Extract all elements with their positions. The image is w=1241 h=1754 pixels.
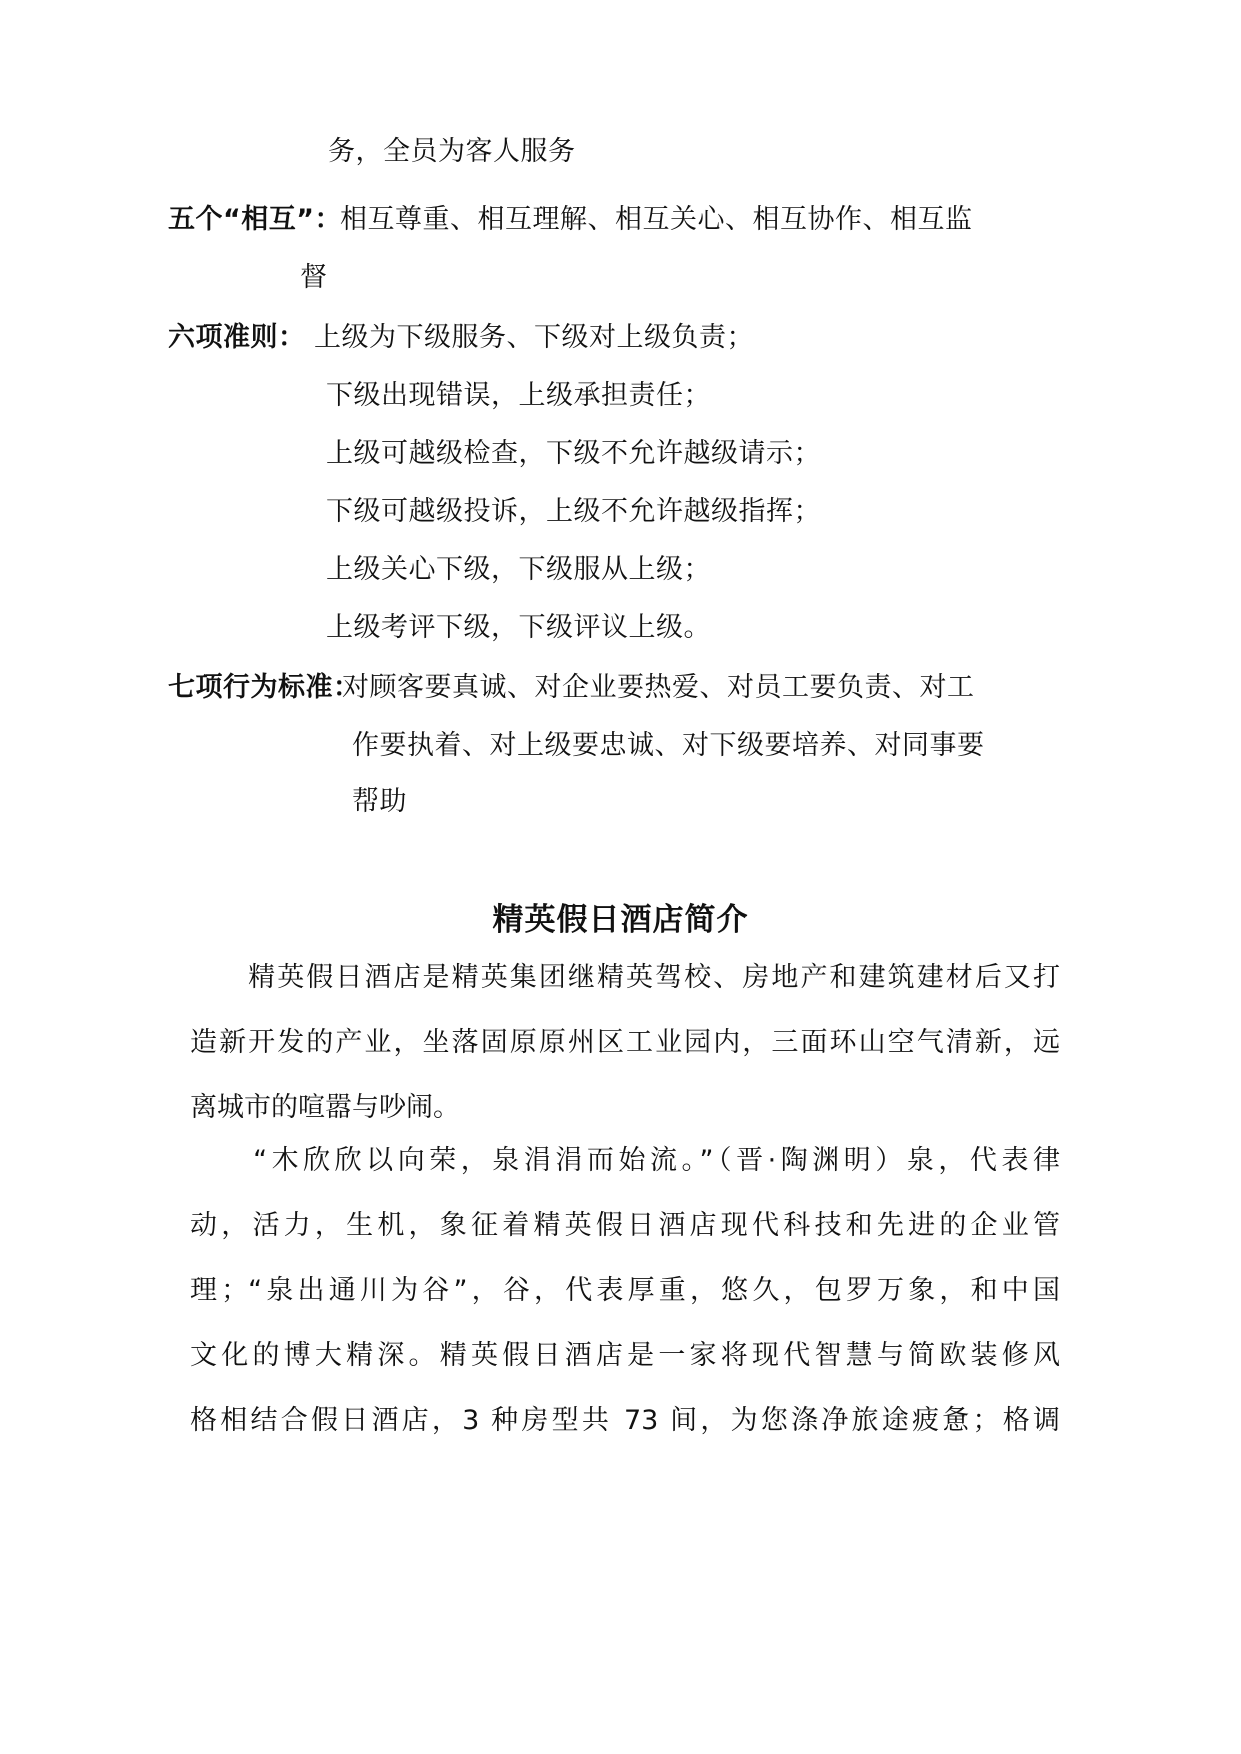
paragraph-line: “木欣欣以向荣，泉涓涓而始流。”（晋·陶渊明）泉，代表律 bbox=[190, 1145, 1060, 1176]
five-mutual-text-line2: 督 bbox=[300, 262, 328, 293]
section-title: 精英假日酒店简介 bbox=[492, 902, 749, 938]
paragraph-line: 理；“泉出通川为谷”，谷，代表厚重，悠久，包罗万象，和中国 bbox=[190, 1275, 1060, 1306]
seven-standards-label: 七项行为标准： bbox=[168, 672, 361, 703]
paragraph-line: 动，活力，生机，象征着精英假日酒店现代科技和先进的企业管 bbox=[190, 1210, 1060, 1241]
six-rule-item: 上级关心下级，下级服从上级； bbox=[326, 554, 711, 585]
paragraph-line: 离城市的喧嚣与吵闹。 bbox=[190, 1092, 460, 1123]
six-rule-item: 上级可越级检查，下级不允许越级请示； bbox=[326, 438, 821, 469]
six-rule-item: 上级为下级服务、下级对上级负责； bbox=[314, 322, 754, 353]
six-rules-label: 六项准则： bbox=[168, 322, 306, 353]
intro-paragraph-1 bbox=[190, 945, 1060, 1140]
intro-paragraph-2 bbox=[190, 1128, 1060, 1453]
five-mutual-text-line1: 相互尊重、相互理解、相互关心、相互协作、相互监 bbox=[340, 204, 973, 235]
five-mutual-label: 五个“相互”： bbox=[168, 204, 342, 235]
paragraph-line: 文化的博大精深。精英假日酒店是一家将现代智慧与简欧装修风 bbox=[190, 1340, 1060, 1371]
paragraph-line: 精英假日酒店是精英集团继精英驾校、房地产和建筑建材后又打 bbox=[190, 962, 1060, 993]
continuation-text: 务，全员为客人服务 bbox=[328, 136, 576, 167]
seven-standards-line2: 作要执着、对上级要忠诚、对下级要培养、对同事要 bbox=[352, 730, 985, 761]
six-rule-item: 下级出现错误，上级承担责任； bbox=[326, 380, 711, 411]
paragraph-line: 格相结合假日酒店，3 种房型共 73 间，为您涤净旅途疲惫；格调 bbox=[190, 1405, 1060, 1436]
paragraph-line: 造新开发的产业，坐落固原原州区工业园内，三面环山空气清新，远 bbox=[190, 1027, 1060, 1058]
seven-standards-line3: 帮助 bbox=[352, 786, 407, 817]
six-rule-item: 上级考评下级，下级评议上级。 bbox=[326, 612, 711, 643]
six-rule-item: 下级可越级投诉，上级不允许越级指挥； bbox=[326, 496, 821, 527]
seven-standards-line1: 对顾客要真诚、对企业要热爱、对员工要负责、对工 bbox=[342, 672, 975, 703]
